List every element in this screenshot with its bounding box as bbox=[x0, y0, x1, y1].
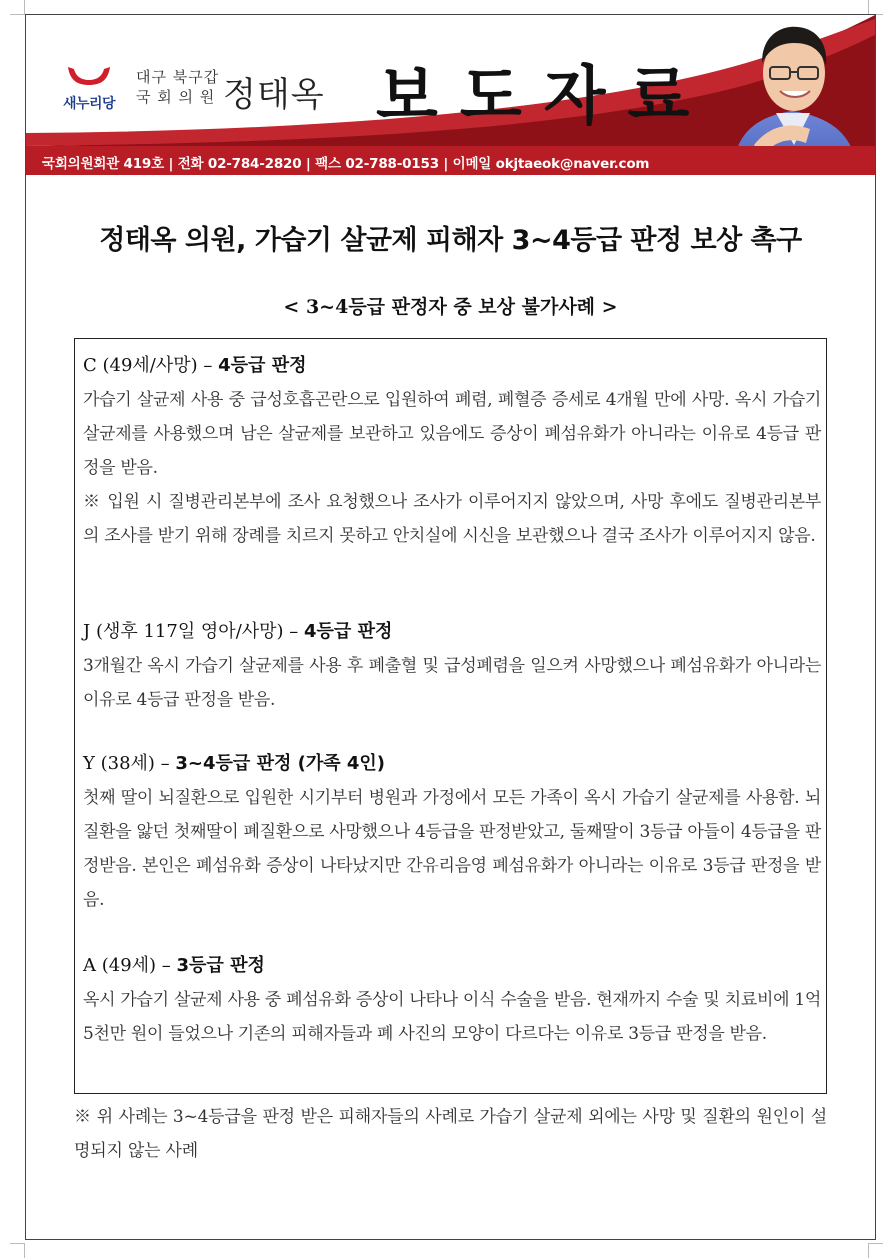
case-grade: 3~4등급 판정 (가족 4인) bbox=[175, 753, 386, 774]
case-description: 3개월간 옥시 가습기 살균제를 사용 후 폐출혈 및 급성폐렴을 일으켜 사망했으나 폐섬유화가 아니라는 이유로 4등급 판정을 받음. bbox=[83, 656, 821, 710]
case-body bbox=[83, 983, 821, 1051]
case-c bbox=[83, 349, 821, 553]
corner-mark bbox=[868, 0, 883, 15]
corner-mark bbox=[868, 1243, 883, 1258]
case-heading bbox=[83, 949, 821, 983]
case-j bbox=[83, 615, 821, 717]
case-description: 첫째 딸이 뇌질환으로 입원한 시기부터 병원과 가정에서 모든 가족이 옥시 가습기 살균제를 사용함. 뇌질환을 앓던 첫째딸이 폐질환으로 사망했으나 4등급을 판정받았고, 둘째딸이 3등급 아들이 4등급을 판정받음. 본인은 폐섬유화 증상이 나타났지만 간유리음영 폐섬유화가 아니라는 이유로 3등급 판정을 받음. bbox=[83, 788, 821, 910]
case-a bbox=[83, 949, 821, 1051]
title-line: 국 회 의 원 bbox=[136, 88, 216, 106]
corner-mark bbox=[10, 0, 25, 15]
district-line: 대구 북구갑 bbox=[136, 68, 220, 86]
contact-info: 국회의원회관 419호 | 전화 02-784-2820 | 팩스 02-788-0153 | 이메일 okjtaeok@naver.com bbox=[42, 156, 650, 172]
press-header bbox=[26, 15, 875, 175]
case-grade: 4등급 판정 bbox=[304, 621, 393, 642]
district-label bbox=[136, 67, 219, 107]
party-logo bbox=[48, 63, 130, 119]
case-label: C (49세/사망) – bbox=[83, 355, 219, 376]
case-heading bbox=[83, 747, 821, 781]
case-body bbox=[83, 649, 821, 717]
case-grade: 4등급 판정 bbox=[218, 355, 307, 376]
case-label: Y (38세) – bbox=[83, 753, 176, 774]
party-logo-mark-icon bbox=[48, 63, 130, 95]
case-label: J (생후 117일 영아/사망) – bbox=[83, 621, 305, 642]
footnote: ※ 위 사례는 3~4등급을 판정 받은 피해자들의 사례로 가습기 살균제 외에는 사망 및 질환의 원인이 설명되지 않는 사례 bbox=[74, 1107, 827, 1161]
case-y bbox=[83, 747, 821, 917]
headline: 정태옥 의원, 가습기 살균제 피해자 3~4등급 판정 보상 촉구 bbox=[99, 225, 802, 256]
subtitle: < 3~4등급 판정자 중 보상 불가사례 > bbox=[283, 296, 618, 318]
corner-mark bbox=[10, 1243, 25, 1258]
case-description: 가습기 살균제 사용 중 급성호흡곤란으로 입원하여 폐렴, 폐혈증 증세로 4개월 만에 사망. 옥시 가습기 살균제를 사용했으며 남은 살균제를 보관하고 있음에도 증상이 폐섬유화가 아니라는 이유로 4등급 판정을 받음. bbox=[83, 390, 821, 478]
press-release-title: 보도자료 bbox=[376, 59, 712, 134]
case-heading bbox=[83, 349, 821, 383]
case-note: ※ 입원 시 질병관리본부에 조사 요청했으나 조사가 이루어지지 않았으며, 사망 후에도 질병관리본부의 조사를 받기 위해 장례를 치르지 못하고 안치실에 시신을 보관했으나 결국 조사가 이루어지지 않음. bbox=[83, 492, 821, 546]
case-box bbox=[74, 338, 827, 1094]
case-description: 옥시 가습기 살균제 사용 중 폐섬유화 증상이 나타나 이식 수술을 받음. 현재까지 수술 및 치료비에 1억 5천만 원이 들었으나 기존의 피해자들과 폐 사진의 모양이 다르다는 이유로 3등급 판정을 받음. bbox=[83, 990, 821, 1044]
case-grade: 3등급 판정 bbox=[176, 955, 265, 976]
lawmaker-name: 정태옥 bbox=[223, 75, 325, 115]
case-label: A (49세) – bbox=[83, 955, 177, 976]
case-body bbox=[83, 781, 821, 917]
case-body bbox=[83, 383, 821, 553]
party-logo-text: 새누리당 bbox=[62, 96, 116, 112]
case-heading bbox=[83, 615, 821, 649]
